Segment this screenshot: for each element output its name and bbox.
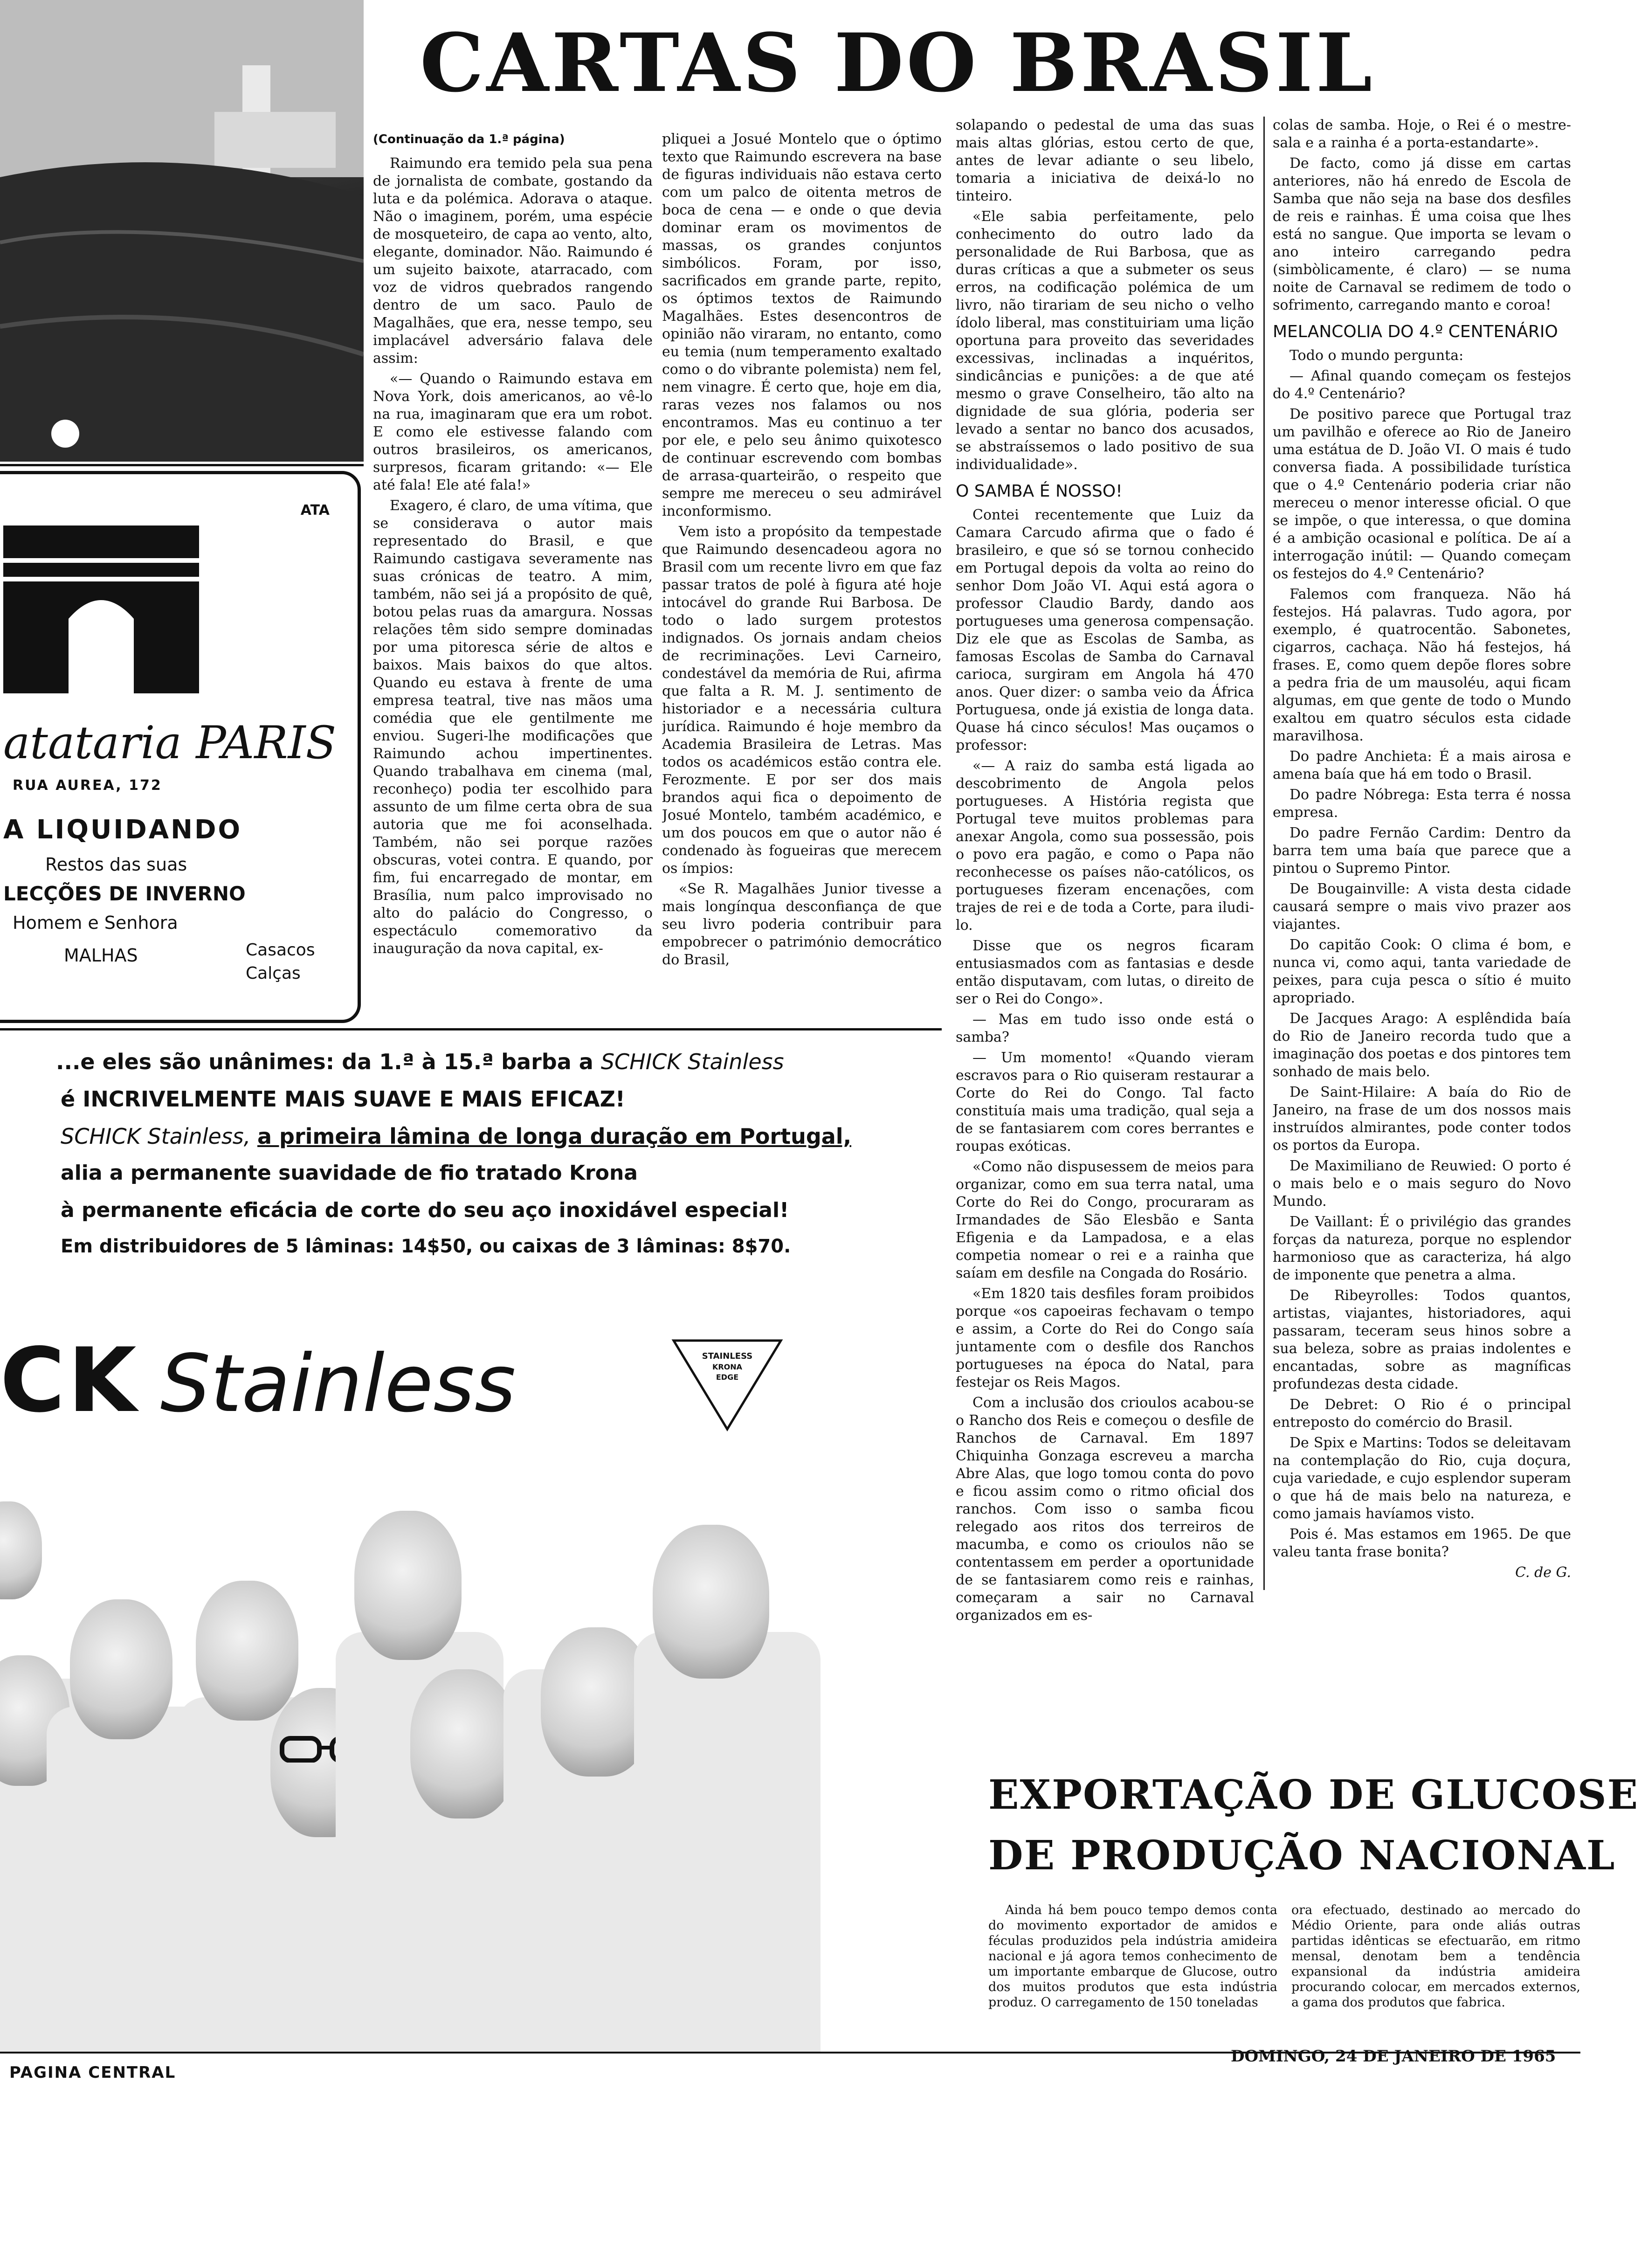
group-photo bbox=[0, 1501, 839, 2052]
article-paragraph: Disse que os negros ficaram entusiasmados com as fantasias e desde então disputavam, com lutas, o direito de ser o Rei do Congo». bbox=[956, 938, 1254, 1007]
section-divider bbox=[0, 464, 364, 466]
figure-face bbox=[0, 1501, 42, 1599]
article-paragraph: De Ribeyrolles: Todos quantos, artistas, viajantes, historiadores, aqui passaram, teceram seus hinos sobre a sua beleza, sobre as praias indolentes e encantadas, sobre as magníficas profundezas desta cidade. bbox=[1273, 1287, 1571, 1392]
article-paragraph: De facto, como já disse em cartas anteriores, não há enredo de Escola de Samba que não seja na base dos desfiles de reis e rainhas. É uma coisa que lhes está no sangue. Que importa se levam o ano inteiro carregando pedra (simbòlicamente, é claro) — se numa noite de Carnaval se redimem de todo o sofrimento, carregando manto e coroa! bbox=[1273, 155, 1571, 313]
schick-claim: a primeira lâmina de longa duração em Portugal, bbox=[257, 1124, 852, 1149]
krona-edge-badge bbox=[671, 1338, 783, 1431]
article-paragraph: De positivo parece que Portugal traz um pavilhão e oferece ao Rio de Janeiro uma estátua de D. João VI. O mais é tudo conversa fiada. A possibilidade turística que o 4.º Centenário poderia criar não mereceu o menor interesse oficial. O que se impõe, o que interessa, o que domina é a ambição ocasional e política. De aí a interrogação inútil: — Quando começam os festejos do 4.º Centenário? bbox=[1273, 406, 1571, 582]
article-paragraph: De Saint-Hilaire: A baía do Rio de Janeiro, na frase de um dos nossos mais instruídos almirantes, pode conter todos os portos da Europa. bbox=[1273, 1084, 1571, 1154]
article-paragraph: Raimundo era temido pela sua pena de jornalista de combate, gostando da luta e da polémica. Adorava o ataque. Não o imaginem, porém, uma espécie de mosqueteiro, de capa ao vento, alto, elegante, dominador. Não. Raimundo é um sujeito baixote, atarracado, com voz de vidros quebrados rangendo dentro de um saco. Paulo de Magalhães, que era, nesse tempo, seu implacável adversário falava dele assim: bbox=[373, 155, 653, 366]
glucose-text-left bbox=[988, 1902, 1277, 2042]
schick-line-2: é INCRIVELMENTE MAIS SUAVE E MAIS EFICAZ! bbox=[61, 1086, 625, 1112]
article-paragraph: Contei recentemente que Luiz da Camara Carcudo afirma que o fado é brasileiro, e que só se tornou conhecido em Portugal depois da volta ao reino do senhor Dom João VI. Aqui está agora o professor Claudio Bardy, dando aos portugueses uma generosa compensação. Diz ele que as Escolas de Samba, as famosas Escolas de Samba do Carnaval carioca, surgiram em Angola há 470 anos. Quer dizer: o samba veio da África Portuguesa, onde já existia de longa data. Quase há cinco séculos! Mas ouçamos o professor: bbox=[956, 507, 1254, 754]
article-paragraph: colas de samba. Hoje, o Rei é o mestre-sala e a rainha é a porta-estandarte». bbox=[1273, 117, 1571, 151]
article-column-2 bbox=[662, 131, 942, 1012]
section-subheading: O SAMBA É NOSSO! bbox=[956, 482, 1123, 501]
promo-line-3: LECÇÕES DE INVERNO bbox=[3, 882, 246, 905]
article-paragraph: Vem isto a propósito da tempestade que Raimundo desencadeou agora no Brasil com um recente livro em que faz passar tratos de polé à figura até hoje intocável do grande Rui Barbosa. De todo o lado surgem protestos indignados. Os jornais andam cheios de recriminações. Levi Carneiro, condestável da memória de Rui, afirma que falta a R. M. J. sentimento de historiador e a necessária cultura jurídica. Raimundo é hoje membro da Academia Brasileira de Letras. Mas todos os académicos estão contra ele. Ferozmente. E por ser dos mais brandos aqui fica o depoimento de Josué Montelo, também académico, e um dos poucos em que o autor não é condenado às fogueiras que merecem os ímpios: bbox=[662, 524, 942, 877]
section-divider bbox=[0, 1028, 942, 1030]
article-paragraph: Do capitão Cook: O clima é bom, e nunca vi, como aqui, tanta variedade de peixes, para cuja pesca o sítio é muito apropriado. bbox=[1273, 937, 1571, 1006]
brand-name: atataria PARIS bbox=[3, 717, 337, 769]
casacos-label: Casacos bbox=[246, 940, 315, 960]
schick-line-5: à permanente eficácia de corte do seu aço inoxidável especial! bbox=[61, 1198, 789, 1222]
article-paragraph: «Como não dispusessem de meios para organizar, como em sua terra natal, uma Corte do Rei do Congo, procuraram as Irmandades de São Elesbão e Santa Efigenia e da Lampadosa, e a elas competia nomear o rei e a rainha que saíam em desfile na Congada do Rosário. bbox=[956, 1159, 1254, 1281]
article-paragraph: De Jacques Arago: A esplêndida baía do Rio de Janeiro recorda tudo que a imaginação dos poetas e dos pintores tem sonhado de mais belo. bbox=[1273, 1010, 1571, 1080]
promo-line-4: Homem e Senhora bbox=[13, 913, 178, 933]
schick-brand-inline: SCHICK Stainless, bbox=[61, 1124, 251, 1149]
glucose-headline-2: DE PRODUÇÃO NACIONAL bbox=[988, 1832, 1616, 1879]
section-subheading: MELANCOLIA DO 4.º CENTENÁRIO bbox=[1273, 322, 1558, 341]
continuation-note: (Continuação da 1.ª página) bbox=[373, 132, 565, 146]
column-divider bbox=[1263, 117, 1265, 1590]
article-paragraph: De Bougainville: A vista desta cidade causará sempre o mais vivo prazer aos viajantes. bbox=[1273, 881, 1571, 933]
article-paragraph: Do padre Nóbrega: Esta terra é nossa empresa. bbox=[1273, 787, 1571, 821]
schick-logo-stainless: Stainless bbox=[160, 1338, 516, 1430]
article-column-1 bbox=[373, 131, 653, 1012]
schick-logo-ck: CK bbox=[0, 1329, 139, 1432]
article-paragraph: — Mas em tudo isso onde está o samba? bbox=[956, 1011, 1254, 1045]
schick-logo bbox=[0, 1329, 516, 1432]
schick-line-1a: ...e eles são unânimes: da 1.ª à 15.ª barba a bbox=[56, 1049, 601, 1074]
photo-illustration bbox=[0, 0, 364, 462]
article-paragraph: «— Quando o Raimundo estava em Nova York, dois americanos, ao vê-lo na rua, imaginaram que era um robot. E como ele estivesse falando com outros brasileiros, os americanos, surpresos, ficaram gritando: «— Ele até fala! Ele até fala!» bbox=[373, 371, 653, 493]
glucose-headline-1: EXPORTAÇÃO DE GLUCOSE bbox=[988, 1771, 1639, 1819]
figure-face bbox=[70, 1599, 172, 1739]
figure-face bbox=[196, 1581, 298, 1721]
schick-line-3 bbox=[61, 1124, 851, 1149]
article-paragraph: Falemos com franqueza. Não há festejos. Há palavras. Tudo agora, por exemplo, é quatrocentão. Sabonetes, cigarros, cachaça. Não há festejos, há frases. E, como quem depõe flores sobre a pedra fria de um mausoléu, aqui ficam algumas, em que gente de todo o Mundo exaltou em quatro séculos esta cidade maravilhosa. bbox=[1273, 586, 1571, 744]
article-paragraph: Ainda há bem pouco tempo demos conta do movimento exportador de amidos e féculas produzidos pela indústria amideira nacional e já agora temos conhecimento de um importante embarque de Glucose, outro dos muitos produtos que esta indústria produz. O carregamento de 150 toneladas bbox=[988, 1903, 1277, 2010]
article-paragraph: De Maximiliano de Reuwied: O porto é o mais belo e o mais seguro do Novo Mundo. bbox=[1273, 1158, 1571, 1210]
footer-left-label: PAGINA CENTRAL bbox=[9, 2063, 176, 2082]
badge-line: KRONA bbox=[712, 1362, 743, 1371]
arch-icon bbox=[3, 526, 199, 693]
calcas-label: Calças bbox=[246, 964, 301, 983]
article-paragraph: pliquei a Josué Montelo que o óptimo texto que Raimundo escrevera na base de figuras individuais não estava certo com um palco de oitenta metros de boca de cena — e onde o que devia dominar eram os movimentos de massas, os grandes conjuntos simbólicos. Foram, por isso, sacrificados em grande parte, repito, os óptimos textos de Raimundo Magalhães. Estes desencontros de opinião não viraram, no entanto, como eu temia (num temperamento exaltado como o do vibrante polemista) nem fel, nem vinagre. É certo que, hoje em dia, raras vezes nos falamos ou nos encontramos. Mas eu continuo a ter por ele, e pelo seu ânimo quixotesco de continuar escrevendo com bombas de arrasa-quarteirão, o respeito que sempre me mereceu o seu admirável inconformismo. bbox=[662, 131, 942, 519]
figure-face bbox=[653, 1525, 769, 1679]
article-paragraph: Exagero, é claro, de uma vítima, que se considerava o autor mais representado do Brasil, e que Raimundo castigava severamente nas suas crónicas de teatro. A mim, também, não sei já a propósito de quê, botou pelas ruas da amargura. Nossas relações têm sido sempre dominadas por uma pitoresca série de altos e baixos. Mais baixos do que altos. Quando eu estava à frente de uma empresa teatral, tive nas mãos uma comédia que ele gentilmente me enviou. Sugeri-lhe modificações que Raimundo achou impertinentes. Quando trabalhava em cinema (mal, reconheço) podia ter escolhido para assunto de um filme certa obra de sua autoria que me foi aconselhada. Também, não sei porque razões obscuras, votei contra. E quando, por fim, fui encarregado de montar, em Brasília, num palco improvisado no alto do palácio do Congresso, o espectáculo comemorativo da inauguração da nova capital, ex- bbox=[373, 498, 653, 957]
article-paragraph: «Se R. Magalhães Junior tivesse a mais longínqua desconfiança de que seu livro poderia contribuir para empobrecer o património democrático do Brasil, bbox=[662, 881, 942, 968]
article-paragraph: Do padre Fernão Cardim: Dentro da barra tem uma baía que parece que a pintou o Supremo Pintor. bbox=[1273, 825, 1571, 877]
logo-mark: ATA bbox=[300, 502, 330, 519]
schick-brand-inline: SCHICK Stainless bbox=[600, 1049, 784, 1074]
author-signature: C. de G. bbox=[1515, 1564, 1571, 1581]
address: RUA AUREA, 172 bbox=[13, 777, 162, 794]
article-paragraph: «Em 1820 tais desfiles foram proibidos porque «os capoeiras fechavam o tempo e assim, a Corte do Rei do Congo saía juntamente com o desfile dos Ranchos portugueses na época do Natal, para festejar os Reis Magos. bbox=[956, 1286, 1254, 1390]
badge-line: EDGE bbox=[716, 1373, 739, 1382]
schick-ad bbox=[0, 1040, 942, 2056]
article-paragraph: De Vaillant: É o privilégio das grandes forças da natureza, porque no esplendor harmonioso que as caracteriza, há algo de imponente que penetra a alma. bbox=[1273, 1214, 1571, 1283]
schick-price-line: Em distribuidores de 5 lâminas: 14$50, ou caixas de 3 lâminas: 8$70. bbox=[61, 1236, 791, 1257]
harbor-photo bbox=[0, 0, 364, 462]
article-paragraph: «— A raiz do samba está ligada ao descobrimento de Angola pelos portugueses. A História regista que Portugal teve muitos problemas para anexar Angola, como sua possessão, pois o povo era pagão, e como o Papa não reconhecesse os países não-católicos, os portugueses fizeram encenações, com trajes de rei e de toda a Corte, para iludi-lo. bbox=[956, 758, 1254, 933]
footer-date: DOMINGO, 24 DE JANEIRO DE 1965 bbox=[1231, 2047, 1556, 2066]
figure-body bbox=[634, 1632, 820, 2052]
page-title: CARTAS DO BRASIL bbox=[420, 15, 1375, 110]
article-paragraph: Com a inclusão dos crioulos acabou-se o Rancho dos Reis e começou o desfile de Ranchos de Carnaval. Em 1897 Chiquinha Gonzaga escreveu a marcha Abre Alas, que logo tomou conta do povo e ficou assim como o ritmo oficial dos ranchos. Com isso o samba ficou relegado aos ritos dos terreiros de macumba, e como os crioulos não se contentassem em perder a oportunidade de se fantasiarem como reis e rainhas, começaram a sair no Carnaval organizados em es- bbox=[956, 1395, 1254, 1624]
article-paragraph: Todo o mundo pergunta: bbox=[1289, 347, 1464, 364]
article-column-3 bbox=[956, 117, 1254, 1777]
article-paragraph: — Um momento! «Quando vieram escravos para o Rio quiseram restaurar a Corte do Rei do Congo. Tal facto constituía mais uma tradição, qual seja a de se fantasiarem com cores berrantes e roupas exóticas. bbox=[956, 1050, 1254, 1155]
glucose-text-right bbox=[1291, 1902, 1580, 2042]
article-paragraph: — Afinal quando começam os festejos do 4.º Centenário? bbox=[1273, 368, 1571, 402]
figure-face bbox=[354, 1511, 462, 1660]
malhas-label: MALHAS bbox=[64, 945, 138, 966]
article-paragraph: «Ele sabia perfeitamente, pelo conhecimento do outro lado da personalidade de Rui Barbosa, que as duras críticas a que a submeter os seus erros, na codificação polémica de um livro, não tirariam de seu nicho o velho ídolo liberal, mas constituiriam uma lição oportuna para proveito das severidades excessivas, inclinadas a inquéritos, sindicâncias e punições: a de que até mesmo o grave Conselheiro, tão alto na dignidade de sua glória, poderia ser levado a sentar no banco dos acusados, se abstraíssemos o lado positivo de sua individualidade». bbox=[956, 208, 1254, 473]
article-paragraph: De Debret: O Rio é o principal entreposto do comércio do Brasil. bbox=[1273, 1397, 1571, 1431]
promo-line-2: Restos das suas bbox=[45, 854, 187, 875]
schick-line-4: alia a permanente suavidade de fio tratado Krona bbox=[61, 1161, 638, 1185]
figure-face bbox=[410, 1669, 517, 1819]
article-column-4 bbox=[1273, 117, 1571, 1730]
article-paragraph: Pois é. Mas estamos em 1965. De que valeu tanta frase bonita? bbox=[1273, 1526, 1571, 1560]
article-paragraph: ora efectuado, destinado ao mercado do Médio Oriente, para onde aliás outras partidas idênticas se efectuarão, em ritmo mensal, denotam bem a tendência expansional da indústria amideira procurando colocar, em mercados externos, a gama dos produtos que fabrica. bbox=[1291, 1903, 1580, 2010]
article-paragraph: Do padre Anchieta: É a mais airosa e amena baía que há em todo o Brasil. bbox=[1273, 748, 1571, 782]
badge-line: STAINLESS bbox=[702, 1351, 753, 1361]
article-paragraph: solapando o pedestal de uma das suas mais altas glórias, estou certo de que, antes de levar adiante o seu libelo, tomaria a iniciativa de deixá-lo no tinteiro. bbox=[956, 117, 1254, 204]
promo-line-1: A LIQUIDANDO bbox=[3, 815, 242, 845]
schick-line-1 bbox=[56, 1049, 784, 1074]
chapelaria-ad bbox=[0, 471, 361, 1023]
article-paragraph: De Spix e Martins: Todos se deleitavam na contemplação do Rio, cuja doçura, cuja variedade, e cujo esplendor superam o que há de mais belo na natureza, e como jamais havíamos visto. bbox=[1273, 1435, 1571, 1522]
